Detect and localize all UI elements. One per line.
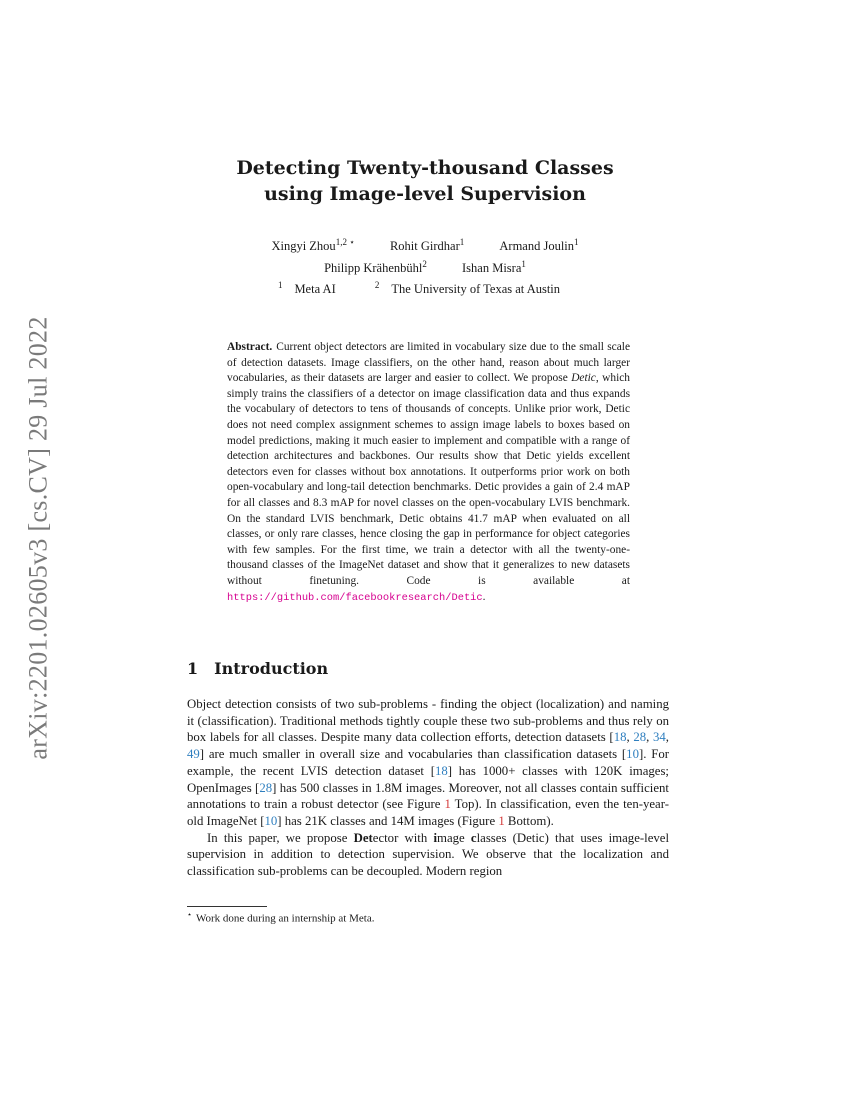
title-line-1: Detecting Twenty-thousand Classes [236,157,614,179]
author: Philipp Krähenbühl$^2$ [324,259,427,276]
paper-title [0,155,850,207]
author: Rohit Girdhar$^1$ [389,237,465,254]
intro-body [187,696,669,880]
author-row-1 [0,233,850,255]
author: Xingyi Zhou$^{1,2 ⋆}$ [271,237,355,254]
footnote-text: Work done during an internship at Meta. [196,912,375,925]
detic-name: Detic [571,372,596,385]
affiliation: $^2$ The University of Texas at Austin [374,280,561,297]
title-line-2: using Image-level Supervision [264,183,586,205]
section-number: 1 [187,659,199,678]
abstract-text: Current object detectors are limited in vocabulary size due to the small scale of detection datasets. Image classifiers, on the other hand, reason about much larger vocabularies, as their datasets are larger and easier to collect. We propose [227,341,630,385]
paragraph: Object detection consists of two sub-problems - finding the object (localization) and naming it (classification). Traditional methods tightly couple these two sub-problems and thus rely on box labels for all classes. Despite many data collection efforts, detection datasets [18, 28, 34, 49] are much smaller in overall size and vocabularies than classification datasets [10]. For example, the recent LVIS detection dataset [18] has 1000+ classes with 120K images; OpenImages [28] has 500 classes in 1.8M images. Moreover, not all classes contain sufficient annotations to train a robust detector (see Figure 1 Top). In classification, even the ten-year-old ImageNet [10] has 21K classes and 14M images (Figure 1 Bottom). [187,697,670,828]
abstract-text: , which simply trains the classifiers of a detector on image classification data and thus expands the vocabulary of detectors to tens of thousands of concepts. Unlike prior work, Detic does not need complex assignment schemes to assign image labels to boxes based on model predictions, making it much easier to implement and compatible with a range of detection architectures and backbones. Our results show that Detic yields excellent detectors even for classes without box annotations. It outperforms prior work on both open-vocabulary and long-tail detection benchmarks. Detic provides a gain of 2.4 mAP for all classes and 8.3 mAP for novel classes on the open-vocabulary LVIS benchmark. On the standard LVIS benchmark, Detic obtains 41.7 mAP when evaluated on all classes, or only rare classes, hence closing the gap in performance for object categories with few samples. For the first time, we train a detector with all the twenty-one-thousand classes of the ImageNet dataset and show that it generalizes to new datasets without finetuning. Code is available at [227,372,630,587]
citation-link[interactable]: 10 [626,747,639,762]
citation-link[interactable]: 28 [259,780,273,795]
citation-link[interactable]: 49 [187,747,200,762]
section-heading [187,659,328,678]
author-list [0,233,850,277]
author: Ishan Misra$^1$ [462,259,526,276]
citation-link[interactable]: 18 [613,730,627,745]
citation-link[interactable]: 18 [434,763,448,778]
arxiv-stamp [14,300,64,776]
affiliation: $^1$ Meta AI [277,280,336,297]
author: Armand Joulin$^1$ [499,237,579,254]
citation-link[interactable]: 10 [264,813,278,828]
arxiv-stamp-text: arXiv:2201.02605v3 [cs.CV] 29 Jul 2022 [24,316,54,760]
figure-ref-link[interactable]: 1 [444,797,451,812]
citation-link[interactable]: 28 [633,730,647,745]
citation-link[interactable]: 34 [653,730,666,745]
abstract-label: Abstract. [227,341,273,353]
section-title: Introduction [214,659,329,678]
author-row-2 [0,255,850,277]
footnote-divider [187,906,267,907]
figure-ref-link[interactable]: 1 [498,813,505,828]
abstract: Abstract. Current object detectors are limited in vocabulary size due to the small scale of detection datasets. Image classifiers, on the other hand, reason about much larger vocabularies, as their datasets are larger and easier to collect. We propose Detic, which simply trains the classifiers of a detector on image classification data and thus expands the vocabulary of detectors to tens of thousands of concepts. Unlike prior work, Detic does not need complex assignment schemes to assign image labels to boxes based on model predictions, making it much easier to implement and compatible with a range of detection architectures and backbones. Our results show that Detic yields excellent detectors even for classes without box annotations. It outperforms prior work on both open-vocabulary and long-tail detection benchmarks. Detic provides a gain of 2.4 mAP for all classes and 8.3 mAP for novel classes on the open-vocabulary LVIS benchmark. On the standard LVIS benchmark, Detic obtains 41.7 mAP when evaluated on all classes, or only rare classes, hence closing the gap in performance for object categories with few samples. For the first time, we train a detector with all the twenty-one-thousand classes of the ImageNet dataset and show that it generalizes to new datasets without finetuning. Code is available at https://github.com/facebookresearch/Detic. [227,341,630,604]
affiliations [0,280,850,297]
paragraph: In this paper, we propose Detector with image classes (Detic) that uses image-level supervision in addition to detection supervision. We observe that the localization and classification sub-problems can be decoupled. Modern region [187,830,670,879]
footnote [187,910,374,925]
footnote-marker: ⋆ [187,910,193,919]
code-link[interactable]: https://github.com/facebookresearch/Detic [227,591,483,604]
